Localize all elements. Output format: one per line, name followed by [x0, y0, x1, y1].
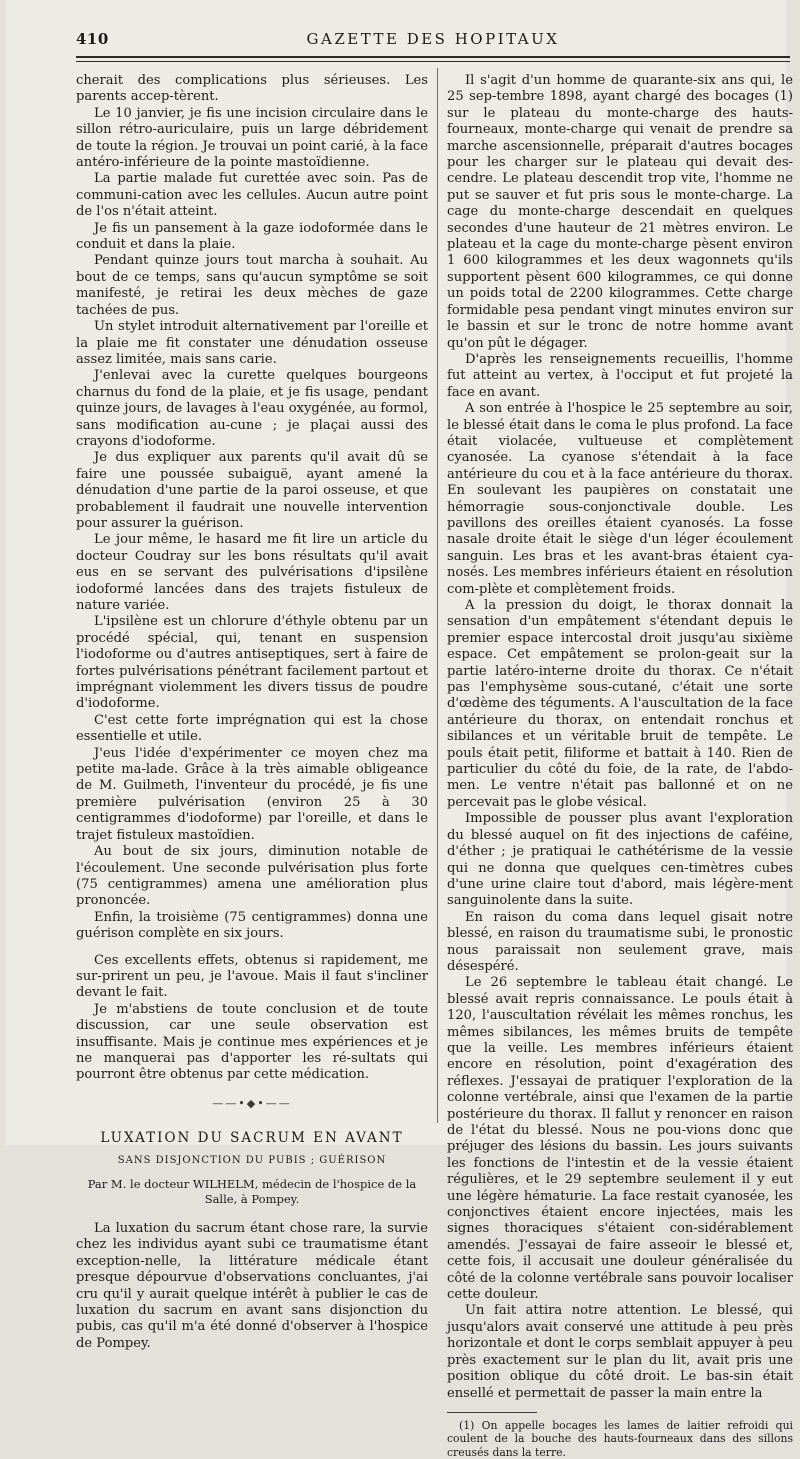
body-paragraph: Enfin, la troisième (75 centigrammes) donna une guérison complète en six jours. — [76, 909, 428, 942]
column-divider — [437, 68, 438, 1123]
body-paragraph: A la pression du doigt, le thorax donnait la sensation d'un empâtement s'étendant depuis le premier espace intercostal droit jusqu'au sixième espace. Cet empâtement se prolon-geait sur la partie latéro-interne droite du thorax. Ce n'était pas l'emphysème sous-cutané, c'était une sorte d'œdème des téguments. A l'auscultation de la face antérieure du thorax, on entendait ronchus et sibilances et un véritable bruit de tempête. Le pouls était petit, filiforme et battait à 140. Rien de particulier du côté du foie, de la rate, de l'abdo-men. Le ventre n'était pas ballonné et on ne percevait pas le globe vésical. — [447, 598, 793, 810]
body-paragraph: Un fait attira notre attention. Le blessé, qui jusqu'alors avait conservé une attitude à peu près horizontale et dont le corps semblait appuyer à peu près exactement sur le plan du lit, avait pris une position oblique du côté droit. Le bas-sin était ensellé et permettait de passer la main entre la — [447, 1303, 793, 1401]
body-paragraph: D'après les renseignements recueillis, l'homme fut atteint au vertex, à l'occiput et fut projeté la face en avant. — [447, 351, 793, 400]
article-subtitle: SANS DISJONCTION DU PUBIS ; GUÉRISON — [117, 1154, 387, 1166]
body-paragraph: Le 26 septembre le tableau était changé. Le blessé avait repris connaissance. Le pouls était à 120, l'auscultation révélait les mêmes ronchus, les mêmes sibilances, les mêmes bruits de tempête que la veille. Les membres inférieurs étaient encore en résolution, point d'exagération des réflexes. J'essayai de pratiquer l'exploration de la colonne vertébrale, ainsi que l'examen de la partie postérieure du thorax. Il fallut y renoncer en raison de l'état du blessé. Nous ne pou-vions donc que préjuger des lésions du bassin. Les jours suivants les fonctions de l'intestin et de la vessie étaient régulières, et le 29 septembre seulement il y eut une légère hématurie. La face restait cyanosée, les conjonctives étaient encore injectées, mais les signes thoraciques s'étaient con-sidérablement amendés. J'essayai de faire asseoir le blessé et, cette fois, il accusait une douleur généralisée du côté de la colonne vertébrale sans pouvoir localiser cette douleur. — [447, 975, 793, 1303]
body-paragraph: Au bout de six jours, diminution notable de l'écoulement. Une seconde pulvérisation plus forte (75 centigrammes) amena une amélioration plus prononcée. — [76, 844, 428, 909]
page-number: 410 — [76, 30, 109, 48]
header-rule-thick — [76, 56, 790, 58]
body-paragraph: Impossible de pousser plus avant l'exploration du blessé auquel on fit des injections de caféine, d'éther ; je pratiquai le cathétérisme de la vessie qui ne donna que quelques cen-timètres cubes d'une urine claire tout d'abord, mais légère-ment sanguinolente dans la suite. — [447, 811, 793, 909]
body-paragraph: J'enlevai avec la curette quelques bourgeons charnus du fond de la plaie, et je fis usage, pendant quinze jours, de lavages à l'eau oxygénée, au formol, sans modification au-cune ; je plaçai aussi des crayons d'iodoforme. — [76, 368, 428, 449]
left-column — [76, 73, 428, 1352]
body-paragraph: Le jour même, le hasard me fit lire un article du docteur Coudray sur les bons résultats qu'il avait eus en se servant des pulvérisations d'ipsilène iodoformé lancées dans des trajets fistuleux de nature variée. — [76, 532, 428, 613]
footnote: (1) On appelle bocages les lames de laitier refroidi qui coulent de la bouche des hauts-fourneaux dans des sillons creusés dans la terre. — [447, 1418, 793, 1459]
article-byline: Par M. le docteur WILHELM, médecin de l'hospice de la Salle, à Pompey. — [87, 1177, 417, 1206]
body-paragraph: J'eus l'idée d'expérimenter ce moyen chez ma petite ma-lade. Grâce à la très aimable obligeance de M. Guilmeth, l'inventeur du procédé, je fis une première pulvérisation (environ 25 à 30 centigrammes d'iodoforme) par l'oreille, et dans le trajet fistuleux mastoïdien. — [76, 745, 428, 843]
article-title: LUXATION DU SACRUM EN AVANT — [100, 1130, 404, 1147]
body-paragraph: Je fis un pansement à la gaze iodoformée dans le conduit et dans la plaie. — [76, 220, 428, 253]
body-paragraph: C'est cette forte imprégnation qui est la chose essentielle et utile. — [76, 712, 428, 745]
body-paragraph: Le 10 janvier, je fis une incision circulaire dans le sillon rétro-auriculaire, puis un large débridement de toute la région. Je trouvai un point carié, à la face antéro-inférieure de la pointe mastoïdienne. — [76, 105, 428, 171]
body-paragraph: Pendant quinze jours tout marcha à souhait. Au bout de ce temps, sans qu'aucun symptôme se soit manifesté, je retirai les deux mèches de gaze tachées de pus. — [76, 253, 428, 318]
body-paragraph: A son entrée à l'hospice le 25 septembre au soir, le blessé était dans le coma le plus profond. La face était violacée, vultueuse et complètement cyanosée. La cyanose s'étendait à la face antérieure du cou et à la face antérieure du thorax. En soulevant les paupières on constatait une hémorragie sous-conjonctivale double. Les pavillons des oreilles étaient cyanosés. La fosse nasale droite était le siège d'un léger écoulement sanguin. Les bras et les avant-bras étaient cya-nosés. Les membres inférieurs étaient en résolution com-plète et complètement froids. — [447, 401, 793, 597]
footnote-rule — [447, 1412, 537, 1413]
body-paragraph: cherait des complications plus sérieuses. Les parents accep-tèrent. — [76, 73, 428, 105]
body-paragraph: Il s'agit d'un homme de quarante-six ans qui, le 25 sep-tembre 1898, ayant chargé des bocages (1) sur le plateau du monte-charge des hauts-fourneaux, monte-charge qui venait de prendre sa marche ascensionnelle, préparait d'autres bocages pour les charger sur le plateau qui devait des-cendre. Le plateau descendit trop vite, l'homme ne put se sauver et fut pris sous le monte-charge. La cage du monte-charge descendait en quelques secondes d'une hauteur de 21 mètres environ. Le plateau et la cage du monte-charge pèsent environ 1 600 kilogrammes et les deux wagonnets qu'ils supportent pèsent 600 kilogrammes, ce qui donne un poids total de 2200 kilogrammes. Cette charge formidable pesa pendant vingt minutes environ sur le bassin et sur le tronc de notre homme avant qu'on pût le dégager. — [447, 73, 793, 351]
header-rule-thin — [76, 61, 790, 62]
body-paragraph: L'ipsilène est un chlorure d'éthyle obtenu par un procédé spécial, qui, tenant en suspension l'iodoforme ou d'autres antiseptiques, sert à faire de fortes pulvérisations pénétrant facilement partout et imprégnant violemment les divers tissus de poudre d'iodoforme. — [76, 614, 428, 712]
right-column — [447, 73, 793, 1459]
body-paragraph: En raison du coma dans lequel gisait notre blessé, en raison du traumatisme subi, le pronostic nous paraissait non seulement grave, mais désespéré. — [447, 909, 793, 974]
body-paragraph: Ces excellents effets, obtenus si rapidement, me sur-prirent un peu, je l'avoue. Mais il faut s'incliner devant le fait. — [76, 952, 428, 1001]
section-ornament: ——•◆•—— — [212, 1096, 292, 1110]
running-title: GAZETTE DES HOPITAUX — [306, 30, 560, 48]
body-paragraph: Je m'abstiens de toute conclusion et de toute discussion, car une seule observation est insuffisante. Mais je continue mes expériences et je ne manquerai pas d'apporter les ré-sultats qui pourront être obtenus par cette médication. — [76, 1001, 428, 1083]
body-paragraph: La luxation du sacrum étant chose rare, la survie chez les individus ayant subi ce traumatisme étant exception-nelle, la littérature médicale étant presque dépourvue d'observations concluantes, j'ai cru qu'il y aurait quelque intérêt à publier le cas de luxation du sacrum en avant sans disjonction du pubis, cas qu'il m'a été donné d'observer à l'hospice de Pompey. — [76, 1221, 428, 1351]
newspaper-page — [6, 0, 793, 1459]
page-header — [76, 28, 790, 52]
body-paragraph: La partie malade fut curettée avec soin. Pas de communi-cation avec les cellules. Aucun autre point de l'os n'était atteint. — [76, 171, 428, 220]
body-paragraph: Un stylet introduit alternativement par l'oreille et la plaie me fit constater une dénudation osseuse assez limitée, mais sans carie. — [76, 319, 428, 367]
body-paragraph: Je dus expliquer aux parents qu'il avait dû se faire une poussée subaiguë, ayant amené la dénudation d'une partie de la paroi osseuse, et que probablement il faudrait une nouvelle intervention pour assurer la guérison. — [76, 450, 428, 531]
